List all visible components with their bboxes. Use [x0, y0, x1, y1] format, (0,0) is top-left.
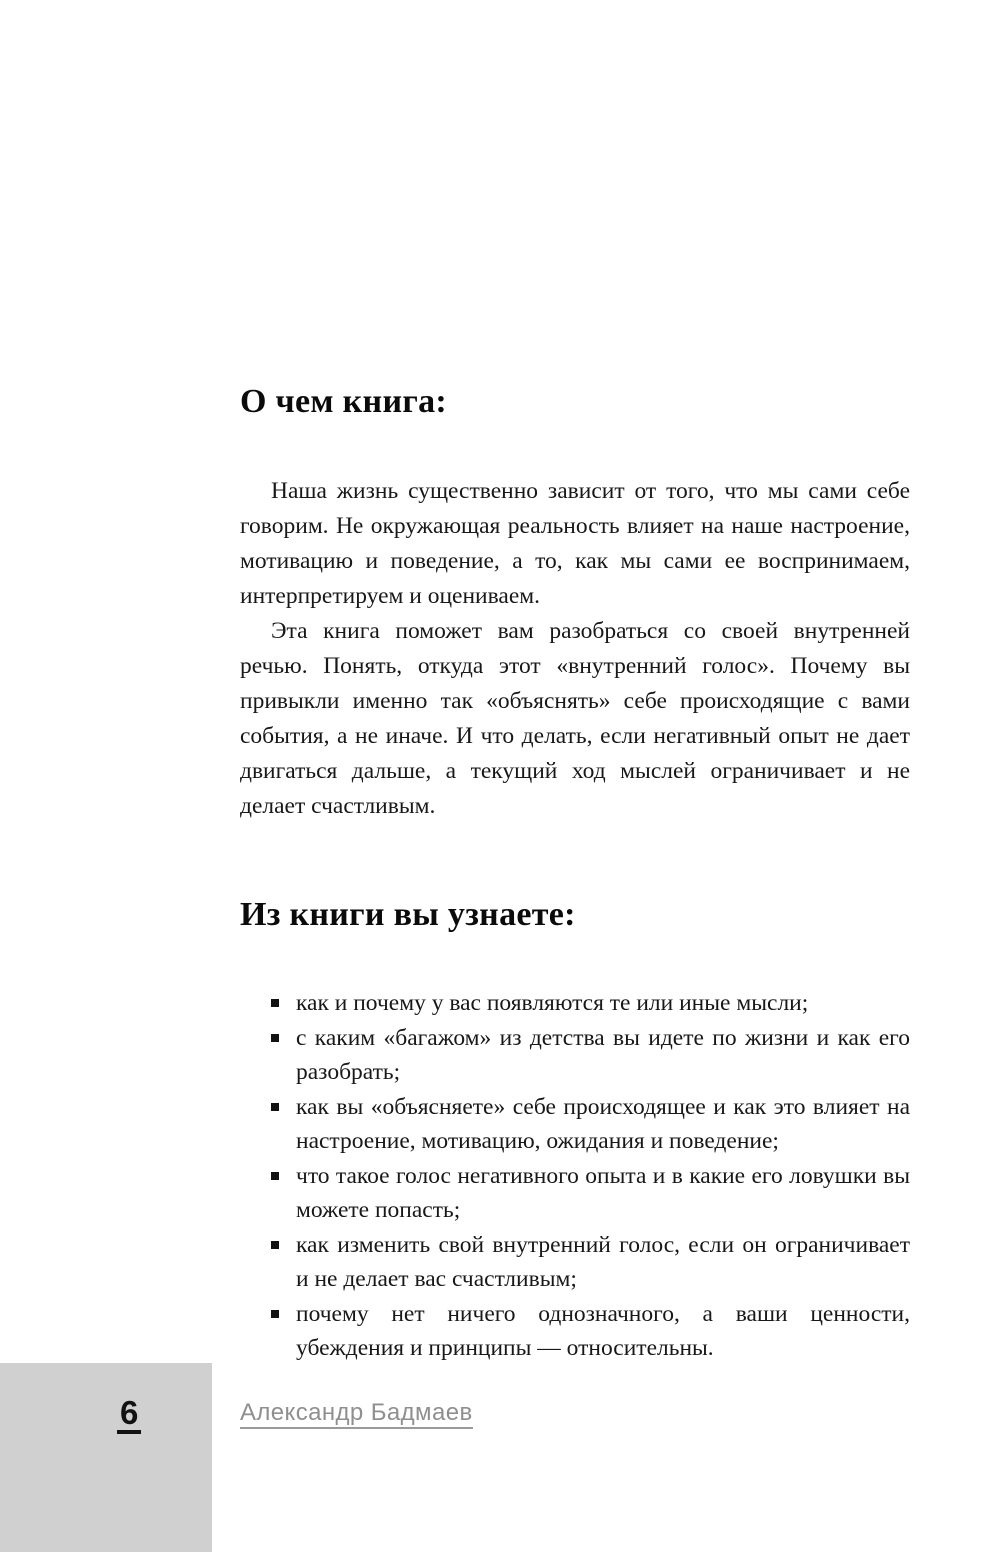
- learn-list-item-text: почему нет ничего однозначного, а ваши ценности, убеждения и принципы — относительны.: [296, 1300, 910, 1361]
- learn-list-item-text: как вы «объясняете» себе происходящее и как это влияет на настроение, мотивацию, ожидания и поведение;: [296, 1093, 910, 1154]
- learn-list-item-text: как и почему у вас появляются те или иные мысли;: [296, 990, 809, 1016]
- footer-author: Александр Бадмаев: [240, 1401, 473, 1429]
- learn-list-item: [240, 1297, 910, 1366]
- section-heading-learn: Из книги вы узнаете:: [240, 896, 576, 933]
- learn-list-item: [240, 986, 910, 1021]
- section-heading-about: О чем книга:: [240, 383, 448, 420]
- square-bullet-icon: [271, 1241, 279, 1249]
- learn-list-item-text: как изменить свой внутренний голос, если он ограничивает и не делает вас счастливым;: [296, 1231, 910, 1292]
- learn-list-item-text: с каким «багажом» из детства вы идете по жизни и как его разобрать;: [296, 1024, 910, 1085]
- about-section-body: [240, 474, 910, 824]
- learn-list-item: [240, 1090, 910, 1159]
- learn-list-item: [240, 1159, 910, 1228]
- learn-list-item: [240, 1228, 910, 1297]
- about-paragraph-1: Наша жизнь существенно зависит от того, что мы сами себе говорим. Не окружающая реальность влияет на наше настроение, мотивацию и поведение, а то, как мы сами ее воспринимаем, интерпретируем и оцениваем.: [240, 478, 910, 609]
- square-bullet-icon: [271, 1172, 279, 1180]
- learn-list: [240, 986, 910, 1366]
- square-bullet-icon: [271, 999, 279, 1007]
- page-number: 6: [117, 1396, 141, 1434]
- square-bullet-icon: [271, 1310, 279, 1318]
- about-paragraph-2: Эта книга поможет вам разобраться со своей внутренней речью. Понять, откуда этот «внутренний голос». Почему вы привыкли именно так «объяснять» себе происходящие с вами события, а не иначе. И что делать, если негативный опыт не дает двигаться дальше, а текущий ход мыслей ограничивает и не делает счастливым.: [240, 618, 910, 819]
- square-bullet-icon: [271, 1034, 279, 1042]
- learn-list-item: [240, 1021, 910, 1090]
- square-bullet-icon: [271, 1103, 279, 1111]
- footer-gray-block: [0, 1363, 212, 1552]
- learn-list-item-text: что такое голос негативного опыта и в какие его ловушки вы можете попасть;: [296, 1162, 910, 1223]
